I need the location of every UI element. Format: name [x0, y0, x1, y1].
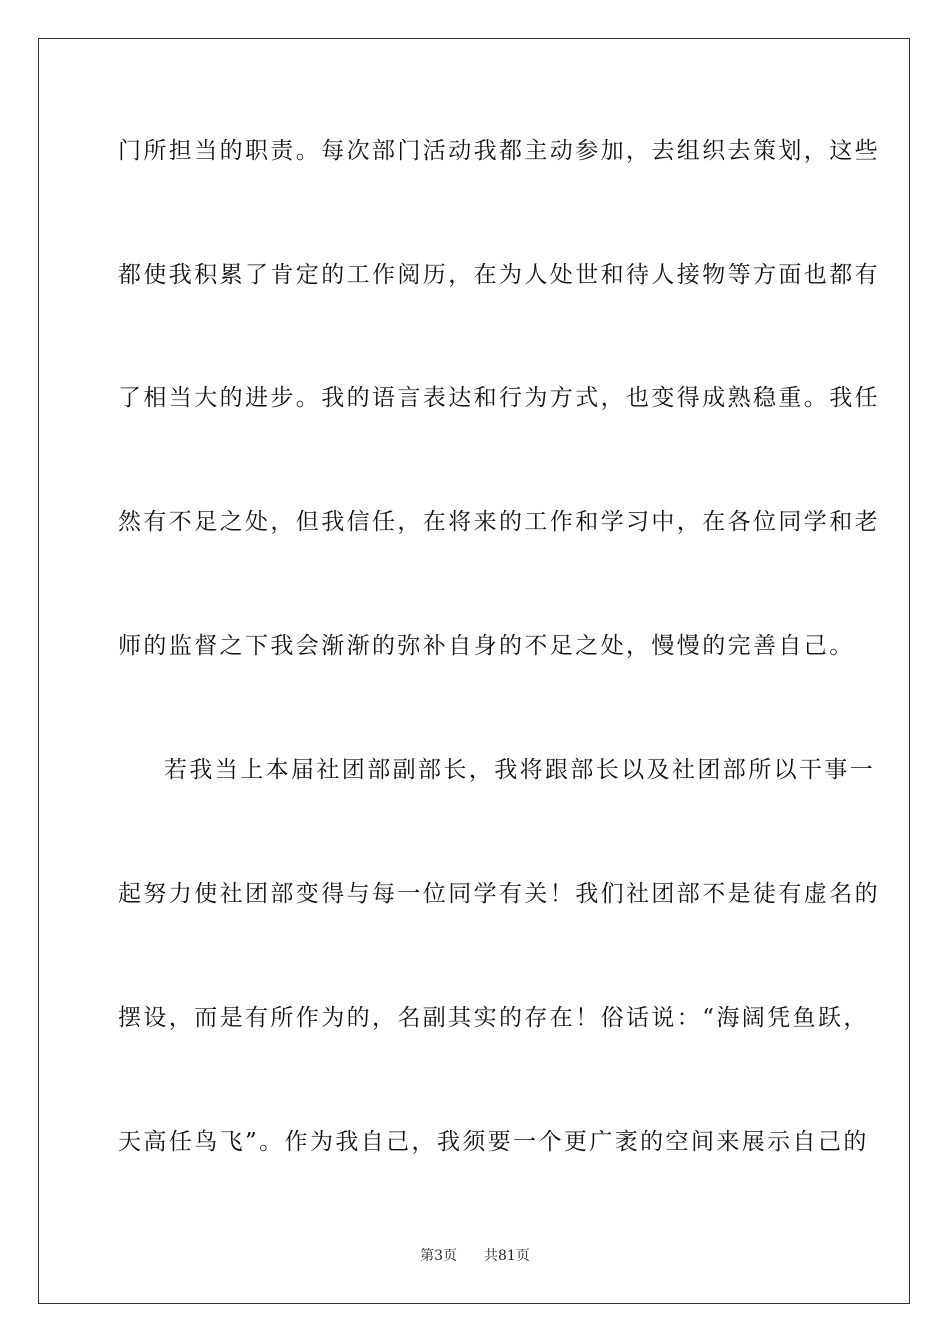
body-text-line-2: 都使我积累了肯定的工作阅历，在为人处世和待人接物等方面也都有 [118, 262, 880, 288]
body-text-line-4: 然有不足之处，但我信任，在将来的工作和学习中，在各位同学和老 [118, 509, 880, 535]
body-text-line-3: 了相当大的进步。我的语言表达和行为方式，也变得成熟稳重。我任 [118, 385, 880, 411]
page-footer [0, 1247, 950, 1265]
page-number: 第3页 [420, 1248, 458, 1264]
page-border [38, 38, 910, 1304]
paragraph-start-line: 若我当上本届社团部副部长，我将跟部长以及社团部所以干事一 [164, 757, 876, 783]
body-text-line-7: 起努力使社团部变得与每一位同学有关！我们社团部不是徒有虚名的 [118, 881, 880, 907]
total-pages: 共81页 [484, 1248, 530, 1264]
body-text-line-1: 门所担当的职责。每次部门活动我都主动参加，去组织去策划，这些 [118, 138, 880, 164]
body-text-line-9: 天高任鸟飞”。作为我自己，我须要一个更广袤的空间来展示自己的 [118, 1129, 869, 1155]
body-text-line-8: 摆设，而是有所作为的，名副其实的存在！俗话说：“海阔凭鱼跃， [118, 1005, 869, 1031]
body-text-line-5: 师的监督之下我会渐渐的弥补自身的不足之处，慢慢的完善自己。 [118, 633, 855, 659]
